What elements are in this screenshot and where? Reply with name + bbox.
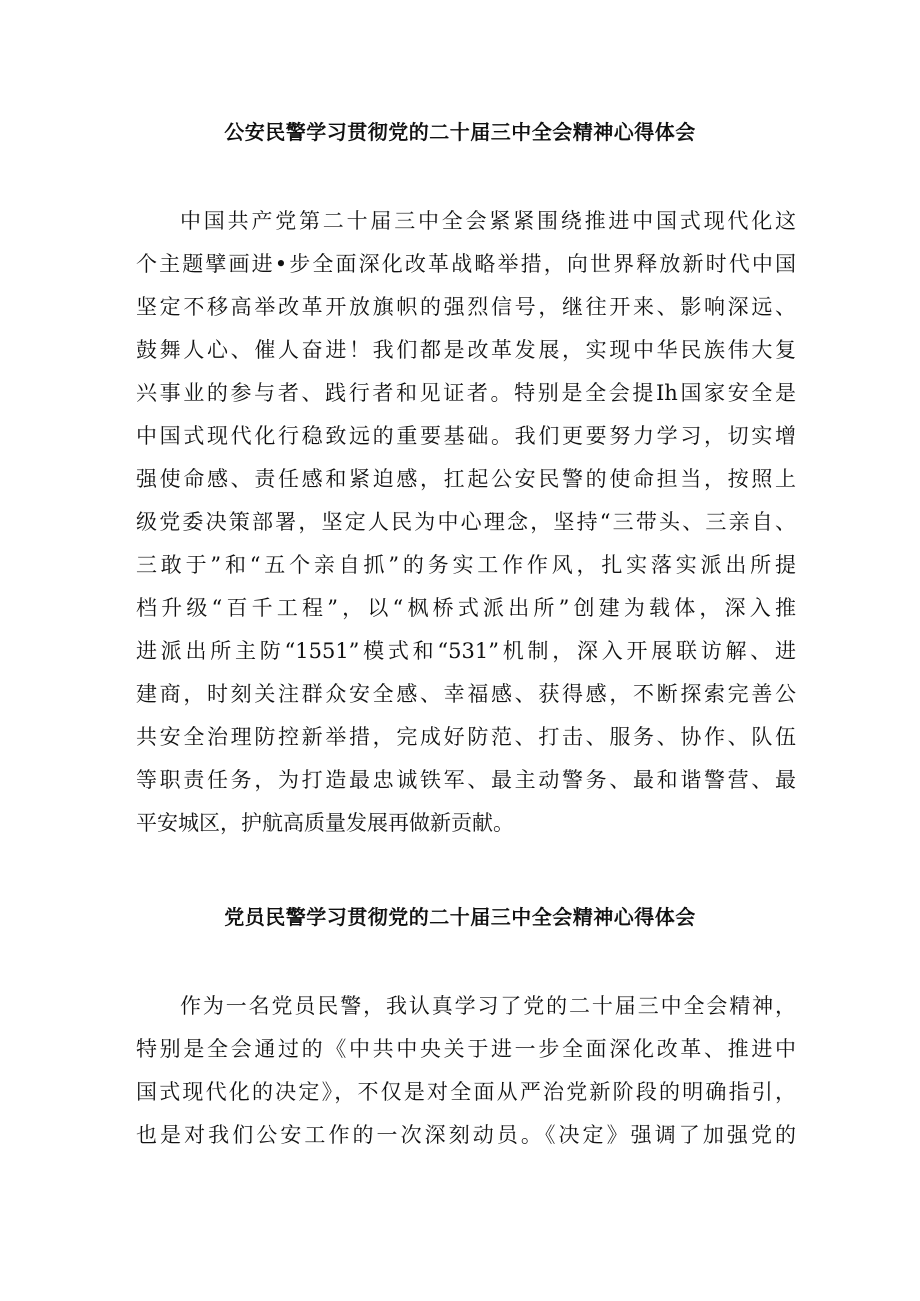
paragraph-line: 档升级“百千工程”，以“枫桥式派出所”创建为载体，深入推 xyxy=(136,596,796,620)
paragraph-line: 建商，时刻关注群众安全感、幸福感、获得感，不断探索完善公 xyxy=(136,682,796,706)
paragraph-line: 也是对我们公安工作的一次深刻动员。《决定》强调了加强党的 xyxy=(136,1123,796,1147)
section-title-party-member: 党员民警学习贯彻党的二十届三中全会精神心得体会 xyxy=(224,905,696,929)
paragraph-line: 平安城区，护航高质量发展再做新贡献。 xyxy=(136,811,514,835)
paragraph-line: 坚定不移高举改革开放旗帜的强烈信号，继往开来、影响深远、 xyxy=(136,295,796,319)
paragraph-line: 级党委决策部署，坚定人民为中心理念，坚持“三带头、三亲自、 xyxy=(136,510,796,534)
section-body-party-member xyxy=(136,985,796,1157)
paragraph-line: 强使命感、责任感和紧迫感，扛起公安民警的使命担当，按照上 xyxy=(136,467,796,491)
paragraph-line: 等职责任务，为打造最忠诚铁军、最主动警务、最和谐警营、最 xyxy=(136,768,796,792)
paragraph-line: 特别是全会通过的《中共中央关于进一步全面深化改革、推进中 xyxy=(136,1037,796,1061)
section-title-police: 公安民警学习贯彻党的二十届三中全会精神心得体会 xyxy=(224,120,696,144)
paragraph-line: 个主题擘画进•步全面深化改革战略举措，向世界释放新时代中国 xyxy=(136,252,796,276)
section-body-police xyxy=(136,200,796,845)
paragraph-line: 进派出所主防“1551”模式和“531”机制，深入开展联访解、进 xyxy=(136,639,796,663)
paragraph-line: 作为一名党员民警，我认真学习了党的二十届三中全会精神， xyxy=(180,994,796,1018)
paragraph-line: 鼓舞人心、催人奋进！我们都是改革发展，实现中华民族伟大复 xyxy=(136,338,796,362)
paragraph-line: 三敢于”和“五个亲自抓”的务实工作作风，扎实落实派出所提 xyxy=(136,553,796,577)
paragraph-line: 共安全治理防控新举措，完成好防范、打击、服务、协作、队伍 xyxy=(136,725,796,749)
paragraph-line: 中国式现代化行稳致远的重要基础。我们更要努力学习，切实增 xyxy=(136,424,796,448)
paragraph-line: 国式现代化的决定》，不仅是对全面从严治党新阶段的明确指引， xyxy=(136,1080,796,1104)
paragraph-line: 兴事业的参与者、践行者和见证者。特别是全会提Ih国家安全是 xyxy=(136,381,796,405)
paragraph-line: 中国共产党第二十届三中全会紧紧围绕推进中国式现代化这 xyxy=(180,209,796,233)
